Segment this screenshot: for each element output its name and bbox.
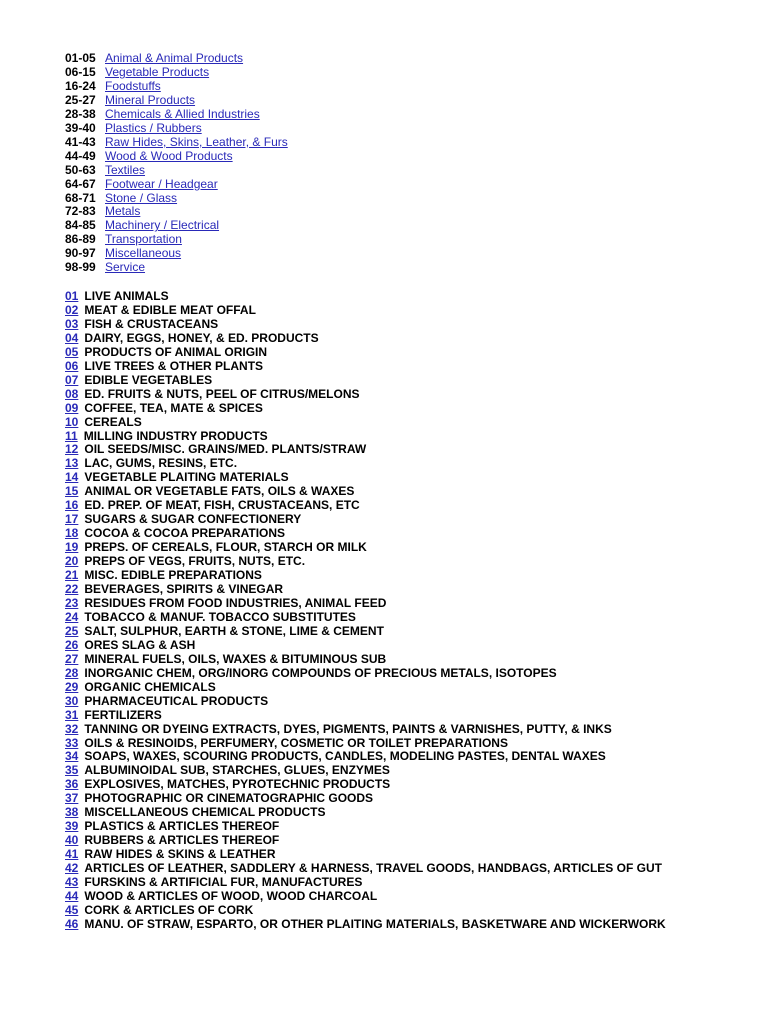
section-code: 39-40 <box>65 120 96 135</box>
chapter-row <box>65 416 705 430</box>
chapter-title: MISC. EDIBLE PREPARATIONS <box>84 568 262 583</box>
section-code: 41-43 <box>65 134 96 149</box>
section-link[interactable]: Foodstuffs <box>105 78 161 93</box>
section-row <box>65 122 288 136</box>
section-row <box>65 66 288 80</box>
chapter-title: PHOTOGRAPHIC OR CINEMATOGRAPHIC GOODS <box>84 791 374 806</box>
chapter-title: FURSKINS & ARTIFICIAL FUR, MANUFACTURES <box>84 875 363 890</box>
chapter-link[interactable]: 17 <box>65 512 79 527</box>
chapter-link[interactable]: 21 <box>65 568 79 583</box>
chapter-title: OIL SEEDS/MISC. GRAINS/MED. PLANTS/STRAW <box>84 442 367 457</box>
chapter-link[interactable]: 26 <box>65 637 79 652</box>
chapter-title: MILLING INDUSTRY PRODUCTS <box>83 428 268 443</box>
chapter-title: MANU. OF STRAW, ESPARTO, OR OTHER PLAITING MATERIALS, BASKETWARE AND WICKERWORK <box>84 916 666 931</box>
chapter-row <box>65 513 705 527</box>
section-code: 16-24 <box>65 78 96 93</box>
chapter-link[interactable]: 38 <box>65 805 79 820</box>
section-link[interactable]: Wood & Wood Products <box>105 148 233 163</box>
chapter-row <box>65 443 705 457</box>
chapter-link[interactable]: 29 <box>65 679 79 694</box>
chapter-link[interactable]: 18 <box>65 526 79 541</box>
chapter-title: ANIMAL OR VEGETABLE FATS, OILS & WAXES <box>84 484 355 499</box>
chapter-row <box>65 695 705 709</box>
section-link[interactable]: Mineral Products <box>105 92 196 107</box>
chapter-row <box>65 667 705 681</box>
chapter-link[interactable]: 36 <box>65 777 79 792</box>
chapter-link[interactable]: 35 <box>65 763 79 778</box>
chapter-title: PREPS OF VEGS, FRUITS, NUTS, ETC. <box>84 554 306 569</box>
chapter-row <box>65 820 705 834</box>
chapter-row <box>65 792 705 806</box>
chapter-title: MINERAL FUELS, OILS, WAXES & BITUMINOUS SUB <box>84 651 387 666</box>
section-row <box>65 205 288 219</box>
section-link[interactable]: Vegetable Products <box>105 64 210 79</box>
chapter-link[interactable]: 33 <box>65 735 79 750</box>
section-row <box>65 52 288 66</box>
section-row <box>65 80 288 94</box>
chapter-title: PHARMACEUTICAL PRODUCTS <box>84 693 269 708</box>
chapter-link[interactable]: 14 <box>65 470 79 485</box>
chapter-row <box>65 723 705 737</box>
chapter-title: ALBUMINOIDAL SUB, STARCHES, GLUES, ENZYMES <box>84 763 390 778</box>
section-row <box>65 178 288 192</box>
chapter-link[interactable]: 25 <box>65 623 79 638</box>
chapter-title: OILS & RESINOIDS, PERFUMERY, COSMETIC OR TOILET PREPARATIONS <box>84 735 508 750</box>
chapter-row <box>65 764 705 778</box>
chapter-link[interactable]: 06 <box>65 358 79 373</box>
chapter-title: COFFEE, TEA, MATE & SPICES <box>84 400 263 415</box>
chapter-link[interactable]: 42 <box>65 861 79 876</box>
chapter-link[interactable]: 23 <box>65 595 79 610</box>
chapter-row <box>65 611 705 625</box>
chapter-title: LIVE TREES & OTHER PLANTS <box>84 358 264 373</box>
section-row <box>65 261 288 275</box>
chapter-title: DAIRY, EGGS, HONEY, & ED. PRODUCTS <box>84 330 319 345</box>
chapter-link[interactable]: 41 <box>65 847 79 862</box>
chapter-link[interactable]: 31 <box>65 707 79 722</box>
chapter-link[interactable]: 04 <box>65 330 79 345</box>
chapter-link[interactable]: 39 <box>65 819 79 834</box>
section-link[interactable]: Raw Hides, Skins, Leather, & Furs <box>105 134 288 149</box>
chapter-title: TANNING OR DYEING EXTRACTS, DYES, PIGMENTS, PAINTS & VARNISHES, PUTTY, & INKS <box>84 721 612 736</box>
section-row <box>65 94 288 108</box>
chapter-row <box>65 918 705 932</box>
chapter-link[interactable]: 10 <box>65 414 79 429</box>
chapter-row <box>65 597 705 611</box>
chapter-link[interactable]: 40 <box>65 833 79 848</box>
chapter-title: VEGETABLE PLAITING MATERIALS <box>84 470 289 485</box>
section-code: 06-15 <box>65 64 96 79</box>
chapter-row <box>65 541 705 555</box>
chapter-link[interactable]: 09 <box>65 400 79 415</box>
chapter-row <box>65 862 705 876</box>
section-code: 68-71 <box>65 190 96 205</box>
chapter-title: LIVE ANIMALS <box>84 289 169 303</box>
section-link[interactable]: Plastics / Rubbers <box>105 120 202 135</box>
section-link[interactable]: Footwear / Headgear <box>105 176 218 191</box>
chapter-row <box>65 388 705 402</box>
chapter-title: PLASTICS & ARTICLES THEREOF <box>84 819 280 834</box>
chapter-row <box>65 750 705 764</box>
section-code: 98-99 <box>65 260 96 275</box>
section-code: 50-63 <box>65 162 96 177</box>
chapter-row <box>65 709 705 723</box>
chapter-title: INORGANIC CHEM, ORG/INORG COMPOUNDS OF PRECIOUS METALS, ISOTOPES <box>84 665 557 680</box>
chapter-title: ED. PREP. OF MEAT, FISH, CRUSTACEANS, ETC <box>84 498 360 513</box>
chapter-title: PREPS. OF CEREALS, FLOUR, STARCH OR MILK <box>84 540 367 555</box>
section-row <box>65 233 288 247</box>
section-row <box>65 219 288 233</box>
section-code: 90-97 <box>65 246 96 261</box>
chapter-title: LAC, GUMS, RESINS, ETC. <box>84 456 238 471</box>
chapter-link[interactable]: 05 <box>65 344 79 359</box>
chapter-title: RESIDUES FROM FOOD INDUSTRIES, ANIMAL FEED <box>84 595 387 610</box>
chapter-row <box>65 346 705 360</box>
chapter-title: FISH & CRUSTACEANS <box>84 316 219 331</box>
chapter-title: SALT, SULPHUR, EARTH & STONE, LIME & CEMENT <box>84 623 384 638</box>
chapter-row <box>65 304 705 318</box>
chapter-row <box>65 653 705 667</box>
chapter-title: ED. FRUITS & NUTS, PEEL OF CITRUS/MELONS <box>84 386 360 401</box>
chapter-link[interactable]: 07 <box>65 372 79 387</box>
section-row <box>65 136 288 150</box>
chapter-link[interactable]: 08 <box>65 386 79 401</box>
section-row <box>65 164 288 178</box>
chapter-title: ORES SLAG & ASH <box>84 637 196 652</box>
chapter-row <box>65 737 705 751</box>
chapter-row <box>65 904 705 918</box>
section-link[interactable]: Chemicals & Allied Industries <box>105 106 260 121</box>
chapter-title: BEVERAGES, SPIRITS & VINEGAR <box>84 582 284 597</box>
chapter-link[interactable]: 32 <box>65 721 79 736</box>
section-row <box>65 108 288 122</box>
chapter-row <box>65 290 705 304</box>
section-row <box>65 150 288 164</box>
chapter-title: SUGARS & SUGAR CONFECTIONERY <box>84 512 302 527</box>
chapter-title: COCOA & COCOA PREPARATIONS <box>84 526 286 541</box>
chapter-link[interactable]: 20 <box>65 554 79 569</box>
chapter-row <box>65 318 705 332</box>
section-row <box>65 247 288 261</box>
chapter-row <box>65 499 705 513</box>
section-link[interactable]: Transportation <box>105 232 182 247</box>
chapter-link[interactable]: 46 <box>65 916 79 931</box>
section-link[interactable]: Metals <box>105 204 141 219</box>
chapter-row <box>65 360 705 374</box>
chapter-link[interactable]: 01 <box>65 289 79 303</box>
section-code: 44-49 <box>65 148 96 163</box>
section-index <box>65 52 288 275</box>
chapter-link[interactable]: 13 <box>65 456 79 471</box>
chapter-title: EXPLOSIVES, MATCHES, PYROTECHNIC PRODUCTS <box>84 777 391 792</box>
chapter-link[interactable]: 24 <box>65 609 79 624</box>
chapter-link[interactable]: 30 <box>65 693 79 708</box>
chapter-row <box>65 569 705 583</box>
section-code: 72-83 <box>65 204 96 219</box>
chapter-title: MISCELLANEOUS CHEMICAL PRODUCTS <box>84 805 326 820</box>
chapter-link[interactable]: 27 <box>65 651 79 666</box>
chapter-title: PRODUCTS OF ANIMAL ORIGIN <box>84 344 268 359</box>
chapter-link[interactable]: 22 <box>65 582 79 597</box>
chapter-title: ARTICLES OF LEATHER, SADDLERY & HARNESS, TRAVEL GOODS, HANDBAGS, ARTICLES OF GUT <box>84 861 662 876</box>
section-row <box>65 192 288 206</box>
chapter-title: TOBACCO & MANUF. TOBACCO SUBSTITUTES <box>84 609 356 624</box>
section-link[interactable]: Machinery / Electrical <box>105 218 220 233</box>
chapter-link[interactable]: 19 <box>65 540 79 555</box>
chapter-title: FERTILIZERS <box>84 707 162 722</box>
chapter-list <box>65 290 705 932</box>
section-link[interactable]: Stone / Glass <box>105 190 178 205</box>
section-link[interactable]: Miscellaneous <box>105 246 182 261</box>
chapter-row <box>65 471 705 485</box>
chapter-row <box>65 485 705 499</box>
chapter-title: WOOD & ARTICLES OF WOOD, WOOD CHARCOAL <box>84 888 378 903</box>
chapter-title: RAW HIDES & SKINS & LEATHER <box>84 847 276 862</box>
chapter-row <box>65 890 705 904</box>
chapter-row <box>65 527 705 541</box>
section-code: 01-05 <box>65 51 96 65</box>
chapter-link[interactable]: 44 <box>65 888 79 903</box>
chapter-link[interactable]: 11 <box>65 428 78 443</box>
chapter-link[interactable]: 03 <box>65 316 79 331</box>
section-link[interactable]: Service <box>105 260 146 275</box>
chapter-row <box>65 402 705 416</box>
section-code: 28-38 <box>65 106 96 121</box>
chapter-row <box>65 639 705 653</box>
chapter-title: MEAT & EDIBLE MEAT OFFAL <box>84 302 256 317</box>
chapter-row <box>65 555 705 569</box>
chapter-row <box>65 778 705 792</box>
chapter-title: CEREALS <box>84 414 142 429</box>
chapter-link[interactable]: 12 <box>65 442 79 457</box>
chapter-row <box>65 374 705 388</box>
chapter-title: EDIBLE VEGETABLES <box>84 372 213 387</box>
chapter-link[interactable]: 16 <box>65 498 79 513</box>
section-code: 86-89 <box>65 232 96 247</box>
chapter-link[interactable]: 02 <box>65 302 79 317</box>
section-code: 64-67 <box>65 176 96 191</box>
chapter-row <box>65 457 705 471</box>
chapter-title: SOAPS, WAXES, SCOURING PRODUCTS, CANDLES, MODELING PASTES, DENTAL WAXES <box>84 749 606 764</box>
chapter-row <box>65 876 705 890</box>
chapter-link[interactable]: 15 <box>65 484 79 499</box>
chapter-row <box>65 848 705 862</box>
chapter-link[interactable]: 34 <box>65 749 79 764</box>
chapter-row <box>65 806 705 820</box>
chapter-title: CORK & ARTICLES OF CORK <box>84 902 254 917</box>
chapter-row <box>65 430 705 444</box>
chapter-link[interactable]: 28 <box>65 665 79 680</box>
chapter-link[interactable]: 37 <box>65 791 79 806</box>
chapter-row <box>65 625 705 639</box>
section-link[interactable]: Textiles <box>105 162 146 177</box>
chapter-title: ORGANIC CHEMICALS <box>84 679 216 694</box>
chapter-row <box>65 834 705 848</box>
chapter-link[interactable]: 43 <box>65 875 79 890</box>
section-code: 25-27 <box>65 92 96 107</box>
chapter-title: RUBBERS & ARTICLES THEREOF <box>84 833 280 848</box>
section-code: 84-85 <box>65 218 96 233</box>
chapter-row <box>65 583 705 597</box>
chapter-row <box>65 681 705 695</box>
chapter-row <box>65 332 705 346</box>
chapter-link[interactable]: 45 <box>65 902 79 917</box>
section-link[interactable]: Animal & Animal Products <box>105 51 244 65</box>
